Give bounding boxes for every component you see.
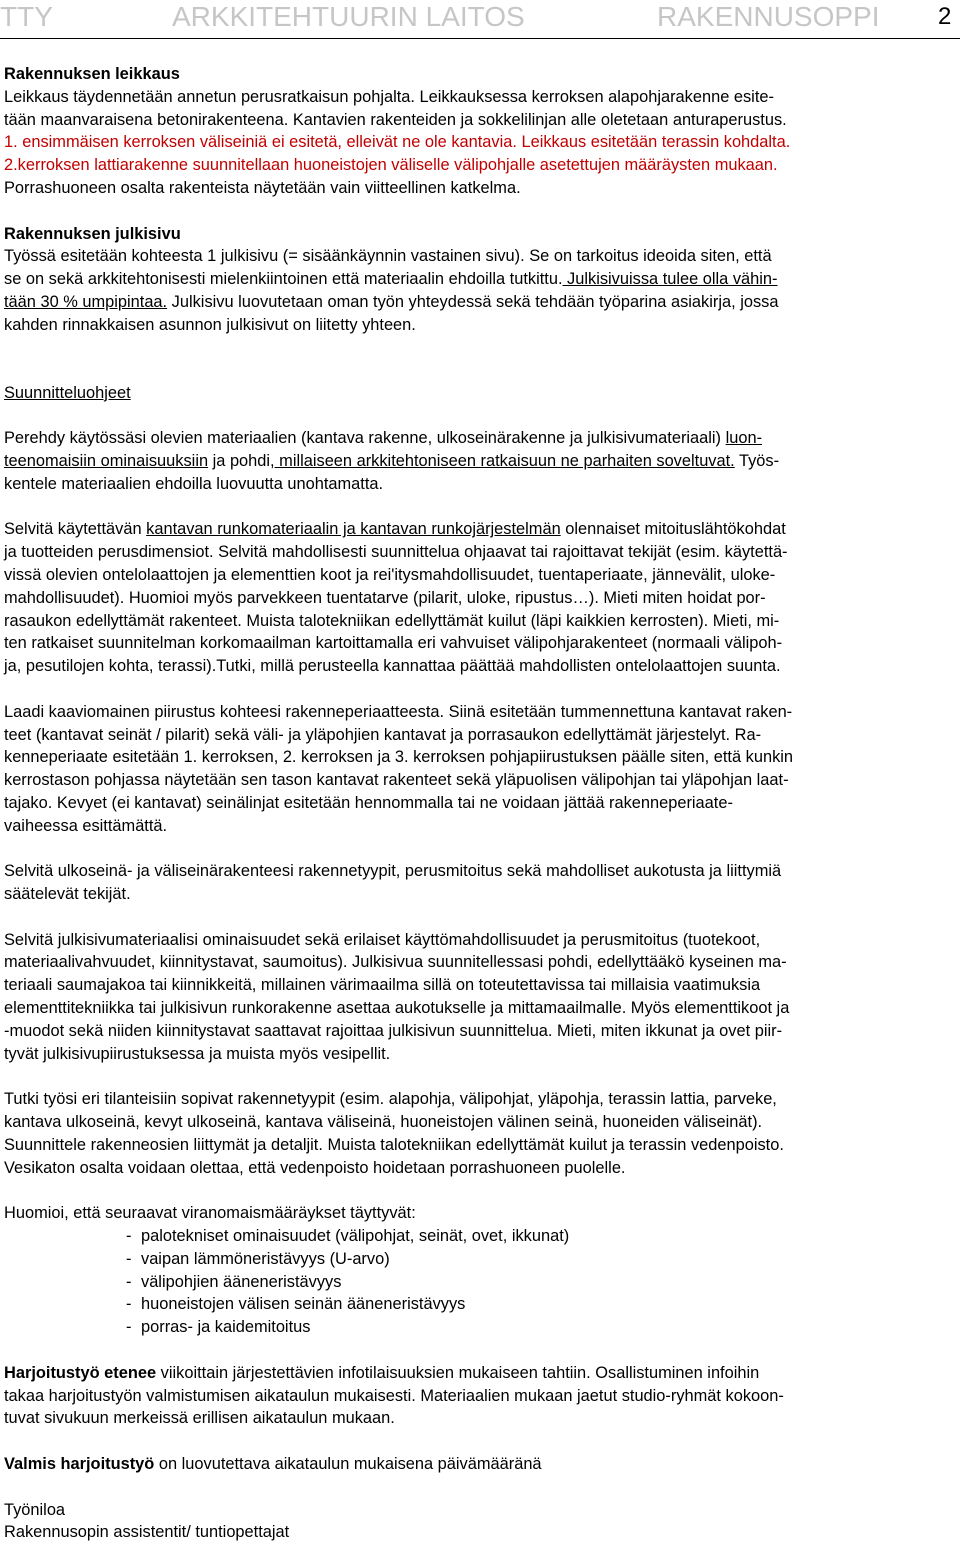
signature: Rakennusopin assistentit/ tuntiopettajat (4, 1523, 290, 1542)
bold-text: Harjoitustyö etenee (4, 1363, 157, 1382)
header-department: ARKKITEHTUURIN LAITOS (172, 1, 525, 32)
text-line: ja tuotteiden perusdimensiot. Selvitä mahdollisesti suunnittelua ohjaavat tai rajoittavat tekijät (esim. käytettä- (4, 543, 788, 562)
paragraph-submission (4, 1453, 954, 1476)
spacer (4, 496, 954, 519)
list-item-text: porras- ja kaidemitoitus (141, 1318, 311, 1337)
text-run: Julkisivu luovutetaan oman työn yhteydessä sekä tehdään työparina asiakirja, jossa (167, 292, 779, 311)
spacer (4, 1476, 954, 1499)
heading-julkisivu: Rakennuksen julkisivu (4, 224, 181, 243)
paragraph-wall-types (4, 860, 954, 906)
text-run: olennaiset mitoituslähtökohdat (560, 520, 786, 539)
spacer (4, 200, 954, 223)
text-line: Leikkaus täydennetään annetun perusratkaisun pohjalta. Leikkauksessa kerroksen alapohjarakenne esite- (4, 87, 774, 106)
text-line: Selvitä ulkoseinä- ja väliseinärakenteesi rakennetyypit, perusmitoitus sekä mahdolliset aukotusta ja liittymiä (4, 862, 782, 881)
page-number: 2 (938, 3, 952, 30)
text-line: elementtitekniikka tai julkisivun runkorakenne asettaa aukotukselle ja mittamaailmalle. Myös elementtikoot ja (4, 999, 790, 1018)
text-line (4, 450, 954, 473)
underlined-text: luon- (725, 429, 763, 448)
text-line: ja, pesutilojen kohta, terassi).Tutki, millä perusteella kannattaa päättää mahdollisten ontelolaattojen suunta. (4, 657, 781, 676)
text-line: Porrashuoneen osalta rakenteista näytetään vain viitteellinen katkelma. (4, 178, 521, 197)
paragraph-facade-materials (4, 929, 954, 1066)
list-item (4, 1248, 954, 1271)
text-line (4, 268, 954, 291)
text-run: Työs- (734, 451, 780, 470)
list-dash: - (126, 1227, 132, 1246)
text-line: kerrostason pohjassa näytetään sen tason kantavat rakenteet sekä yläpuolisen välipohjan tai yläpohjan laat- (4, 771, 789, 790)
text-line (4, 427, 954, 450)
paragraph-frame (4, 518, 954, 678)
list-dash: - (126, 1318, 132, 1337)
text-line: tuvat sivukuun merkeissä erillisen aikataulun mukaan. (4, 1409, 395, 1428)
page-header (0, 0, 960, 39)
paragraph-structure-drawing (4, 701, 954, 838)
spacer (4, 1065, 954, 1088)
text-line: rasaukon edellyttämät rakenteet. Muista talotekniikan edellyttämät kuilut (läpi kaikkien kerrosten). Mieti, mi- (4, 611, 780, 630)
spacer (4, 838, 954, 861)
text-line: 2.kerroksen lattiarakenne suunnitellaan huoneistojen väliselle välipohjalle asetettujen määräysten mukaan. (4, 156, 778, 175)
text-line: mahdollisuudet). Huomioi myös parvekkeen tuentatarve (pilarit, uloke, ripustus…). Mieti miten hoidat por- (4, 588, 766, 607)
text-line (4, 1362, 954, 1385)
paragraph-structure-types (4, 1088, 954, 1179)
heading-suunnitteluohjeet: Suunnitteluohjeet (4, 383, 131, 402)
text-line: materiaalivahvuudet, kiinnitystavat, saumoitus). Julkisivua suunnitellessasi pohdi, edellyttääkö kyseinen ma- (4, 953, 787, 972)
section-julkisivu (4, 223, 954, 337)
list-item-text: palotekniset ominaisuudet (välipohjat, seinät, ovet, ikkunat) (141, 1227, 570, 1246)
text-line: -muodot sekä niiden kiinnitystavat saattavat rajoittaa julkisivun suunnittelua. Mieti, miten ikkunat ja ovet piir- (4, 1021, 783, 1040)
text-line: Suunnittele rakenneosien liittymät ja detaljit. Muista talotekniikan edellyttämät kuilut ja terassin vedenpoisto. (4, 1135, 784, 1154)
list-dash: - (126, 1295, 132, 1314)
header-tty: TTY (0, 1, 53, 32)
closing-signature (4, 1499, 954, 1544)
text-line: Vesikaton osalta voidaan olettaa, että vedenpoisto hoidetaan porrashuoneen puolelle. (4, 1158, 626, 1177)
text-line: Tutki työsi eri tilanteisiin sopivat rakennetyypit (esim. alapohja, välipohjat, yläpohja, terassin lattia, parveke, (4, 1090, 777, 1109)
list-item (4, 1293, 954, 1316)
list-dash: - (126, 1272, 132, 1291)
requirements-list (4, 1225, 954, 1339)
list-item-text: välipohjien ääneneristävyys (141, 1272, 342, 1291)
text-line: 1. ensimmäisen kerroksen väliseiniä ei esitetä, elleivät ne ole kantavia. Leikkaus esitetään terassin kohdalta. (4, 133, 791, 152)
text-line: vaiheessa esittämättä. (4, 816, 168, 835)
text-run: se on sekä arkkitehtonisesti mielenkiintoinen että materiaalin ehdoilla tutkittu. (4, 270, 563, 289)
text-line (4, 518, 954, 541)
text-line (4, 1453, 954, 1476)
section-leikkaus (4, 63, 954, 200)
text-run: Perehdy käytössäsi olevien materiaalien (kantava rakenne, ulkoseinärakenne ja julkisivumateriaali) (4, 429, 726, 448)
text-run: Selvitä käytettävän (4, 520, 147, 539)
text-run: on luovutettava aikataulun mukaisena päivämääränä (154, 1455, 542, 1474)
text-line: Huomioi, että seuraavat viranomaismääräykset täyttyvät: (4, 1204, 416, 1223)
text-line: Selvitä julkisivumateriaalisi ominaisuudet sekä erilaiset käyttömahdollisuudet ja perusmitoitus (tuotekoot, (4, 930, 761, 949)
text-line: kenneperiaate esitetään 1. kerroksen, 2. kerroksen ja 3. kerroksen pohjapiirustuksen päälle siten, että kunkin (4, 748, 794, 767)
spacer (4, 906, 954, 929)
underlined-text: kantavan runkomateriaalin ja kantavan runkojärjestelmän (146, 520, 561, 539)
text-line: tajako. Kevyet (ei kantavat) seinälinjat esitetään hennommalla tai ne voidaan jättää rakenneperiaate- (4, 793, 733, 812)
list-item (4, 1225, 954, 1248)
list-item-text: huoneistojen välisen seinän ääneneristävyys (141, 1295, 466, 1314)
paragraph-schedule (4, 1362, 954, 1430)
text-line: Laadi kaaviomainen piirustus kohteesi rakenneperiaatteesta. Siinä esitetään tummennettuna kantavat raken- (4, 702, 793, 721)
spacer (4, 337, 954, 382)
text-line: säätelevät tekijät. (4, 885, 131, 904)
text-line: Työssä esitetään kohteesta 1 julkisivu (= sisäänkäynnin vastainen sivu). Se on tarkoitus ideoida siten, että (4, 247, 772, 266)
header-course: RAKENNUSOPPI (657, 1, 880, 32)
section-suunnitteluohjeet (4, 382, 954, 1544)
paragraph-materials (4, 427, 954, 495)
text-line: kentele materiaalien ehdoilla luovuutta unohtamatta. (4, 474, 384, 493)
heading-leikkaus: Rakennuksen leikkaus (4, 65, 180, 83)
spacer (4, 1339, 954, 1362)
bold-text: Valmis harjoitustyö (4, 1455, 155, 1474)
spacer (4, 1430, 954, 1453)
list-dash: - (126, 1249, 132, 1268)
list-item (4, 1316, 954, 1339)
text-line: kantava ulkoseinä, kevyt ulkoseinä, kantava väliseinä, huoneistojen välinen seinä, huoneiden väliseinät). (4, 1113, 763, 1132)
list-item-text: vaipan lämmöneristävyys (U-arvo) (141, 1249, 390, 1268)
text-line: ten ratkaiset suunnitelman korkomaailman kartoittamalla eri vahvuiset välipohjarakenteet (normaali välipoh- (4, 634, 783, 653)
underlined-text: millaiseen arkkitehtoniseen ratkaisuun ne parhaiten soveltuvat. (274, 451, 735, 470)
text-line: vissä olevien ontelolaattojen ja elementtien koot ja rei'itysmahdollisuudet, tuentaperiaate, jännevälit, uloke- (4, 565, 776, 584)
text-line: tyvät julkisivupiirustuksessa ja muista myös vesipellit. (4, 1044, 391, 1063)
text-line (4, 291, 954, 314)
text-line: takaa harjoitustyön valmistumisen aikataulun mukaisesti. Materiaalien mukaan jaetut studio-ryhmät kokoon- (4, 1386, 784, 1405)
text-run: viikoittain järjestettävien infotilaisuuksien mukaiseen tahtiin. Osallistuminen infoihin (156, 1363, 760, 1382)
text-line: tään maanvaraisena betonirakenteena. Kantavien rakenteiden ja sokkelilinjan alle oletetaan anturaperustus. (4, 110, 787, 129)
underlined-text: Julkisivuissa tulee olla vähin- (562, 270, 778, 289)
text-line: teet (kantavat seinät / pilarit) sekä väli- ja yläpohjien kantavat ja porrasaukon edellyttämät järjestelyt. Ra- (4, 725, 762, 744)
spacer (4, 1179, 954, 1202)
paragraph-regulations (4, 1202, 954, 1339)
closing-greeting: Työniloa (4, 1500, 66, 1519)
spacer (4, 404, 954, 427)
document-body (4, 63, 954, 1544)
spacer (4, 678, 954, 701)
text-line: teriaali saumajakoa tai kiinnikkeitä, millainen värimaailma sillä on toteutettavissa tai millaisia vaatimuksia (4, 976, 761, 995)
underlined-text: tään 30 % umpipintaa. (4, 292, 168, 311)
underlined-text: teenomaisiin ominaisuuksiin (4, 451, 209, 470)
text-run: ja pohdi, (208, 451, 275, 470)
list-item (4, 1271, 954, 1294)
text-line: kahden rinnakkaisen asunnon julkisivut on liitetty yhteen. (4, 315, 416, 334)
